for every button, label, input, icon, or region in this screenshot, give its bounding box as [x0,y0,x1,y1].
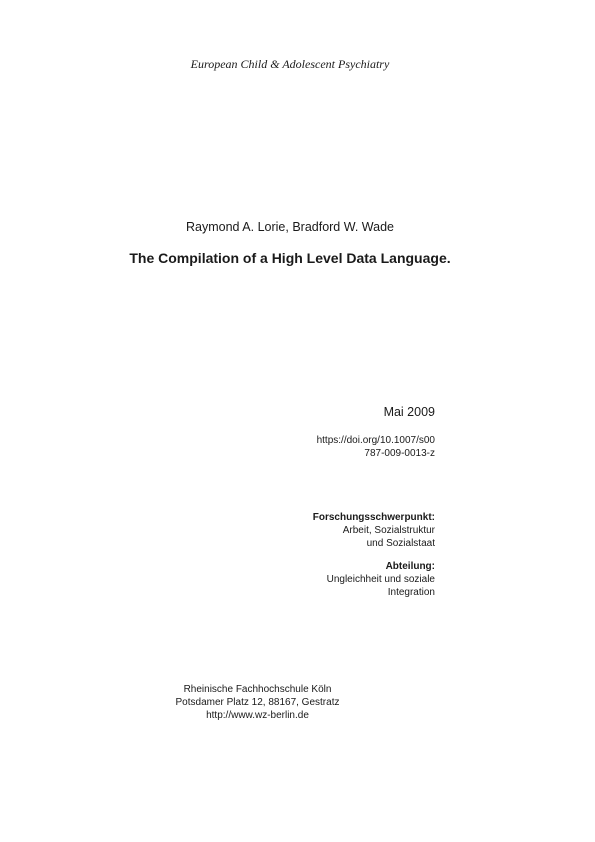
document-title: The Compilation of a High Level Data Language. [129,250,451,266]
address-block [0,683,515,722]
journal-name: European Child & Adolescent Psychiatry [190,57,390,71]
authors: Raymond A. Lorie, Bradford W. Wade [186,220,394,234]
department-label: Abteilung: [385,561,435,572]
research-focus-block [313,511,435,550]
website-link[interactable]: http://www.wz-berlin.de [206,710,309,721]
department-block [327,560,435,599]
doi-block [317,434,435,460]
institution-name: Rheinische Fachhochschule Köln [183,684,332,695]
research-focus-line-1: Arbeit, Sozialstruktur [342,525,435,536]
research-focus-line-2: und Sozialstaat [366,538,435,549]
street-address: Potsdamer Platz 12, 88167, Gestratz [175,697,340,708]
research-focus-label: Forschungsschwerpunkt: [312,512,435,523]
doi-line-1[interactable]: https://doi.org/10.1007/s00 [316,435,435,446]
department-line-2: Integration [387,587,435,598]
publication-date: Mai 2009 [383,405,435,419]
doi-line-2[interactable]: 787-009-0013-z [364,448,435,459]
department-line-1: Ungleichheit und soziale [326,574,435,585]
